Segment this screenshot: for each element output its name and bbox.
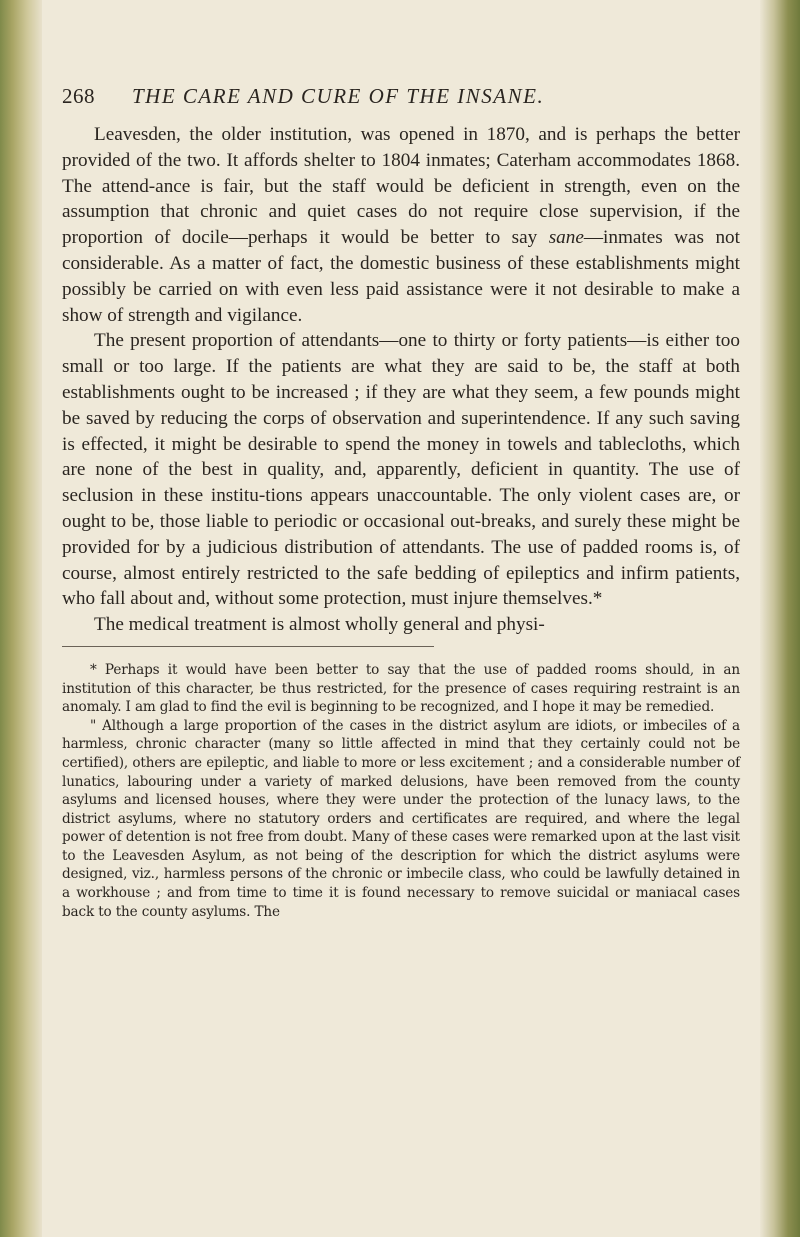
page-number: 268 bbox=[62, 84, 95, 108]
running-header bbox=[62, 84, 740, 112]
page-edge-right bbox=[760, 0, 800, 1237]
running-title: THE CARE AND CURE OF THE INSANE. bbox=[132, 84, 545, 108]
body-text bbox=[62, 122, 740, 638]
page-edge-left bbox=[0, 0, 42, 1237]
paragraph-1 bbox=[62, 122, 740, 328]
footnotes bbox=[62, 661, 740, 921]
footnote-divider bbox=[62, 646, 434, 647]
paragraph-1-part-b: —inmates was not considerable. As a matter of fact, the domestic business of these establishments might possibly be carried on with even less paid assistance were it not desirable to make a show of strength and vigilance. bbox=[62, 227, 740, 326]
book-page bbox=[62, 84, 740, 921]
footnote-2: " Although a large proportion of the cases in the district asylum are idiots, or imbeciles of a harmless, chronic character (many so little affected in mind that they certainly could not be certified), others are epileptic, and liable to more or less excitement ; and a considerable number of lunatics, labouring under a variety of marked delusions, have been removed from the county asylums and licensed houses, where they were under the protection of the lunacy laws, to the district asylums, where no statutory orders and certificates are required, and where the legal power of detention is not free from doubt. Many of these cases were remarked upon at the last visit to the Leavesden Asylum, as not being of the description for which the district asylums were designed, viz., harmless persons of the chronic or imbecile class, who could be lawfully detained in a workhouse ; and from time to time it is found necessary to remove suicidal or maniacal cases back to the county asylums. The bbox=[62, 717, 740, 920]
paragraph-1-part-a: Leavesden, the older institution, was opened in 1870, and is perhaps the better provided of the two. It affords shelter to 1804 inmates; Caterham accommodates 1868. The attend-ance is fair, but the staff would be deficient in strength, even on the assumption that chronic and quiet cases do not require close supervision, if the proportion of docile—perhaps it would be better to say bbox=[62, 124, 740, 249]
paragraph-2: The present proportion of attendants—one to thirty or forty patients—is either too small or too large. If the patients are what they are said to be, the staff at both establishments ought to be increased ; if they are what they seem, a few pounds might be saved by reducing the corps of observation and superintendence. If any such saving is effected, it might be desirable to spend the money in towels and tablecloths, which are none of the best in quality, and, apparently, deficient in quantity. The use of seclusion in these institu-tions appears unaccountable. The only violent cases are, or ought to be, those liable to periodic or occasional out-breaks, and surely these might be provided for by a judicious distribution of attendants. The use of padded rooms is, of course, almost entirely restricted to the safe bedding of epileptics and infirm patients, who fall about and, without some protection, must injure themselves.* bbox=[62, 330, 740, 610]
footnote-1: * Perhaps it would have been better to say that the use of padded rooms should, in an institution of this character, be thus restricted, for the presence of cases requiring restraint is an anomaly. I am glad to find the evil is beginning to be recognized, and I hope it may be remedied. bbox=[62, 661, 740, 716]
paragraph-3: The medical treatment is almost wholly general and physi- bbox=[94, 614, 545, 636]
emphasis-sane: sane bbox=[548, 227, 584, 249]
